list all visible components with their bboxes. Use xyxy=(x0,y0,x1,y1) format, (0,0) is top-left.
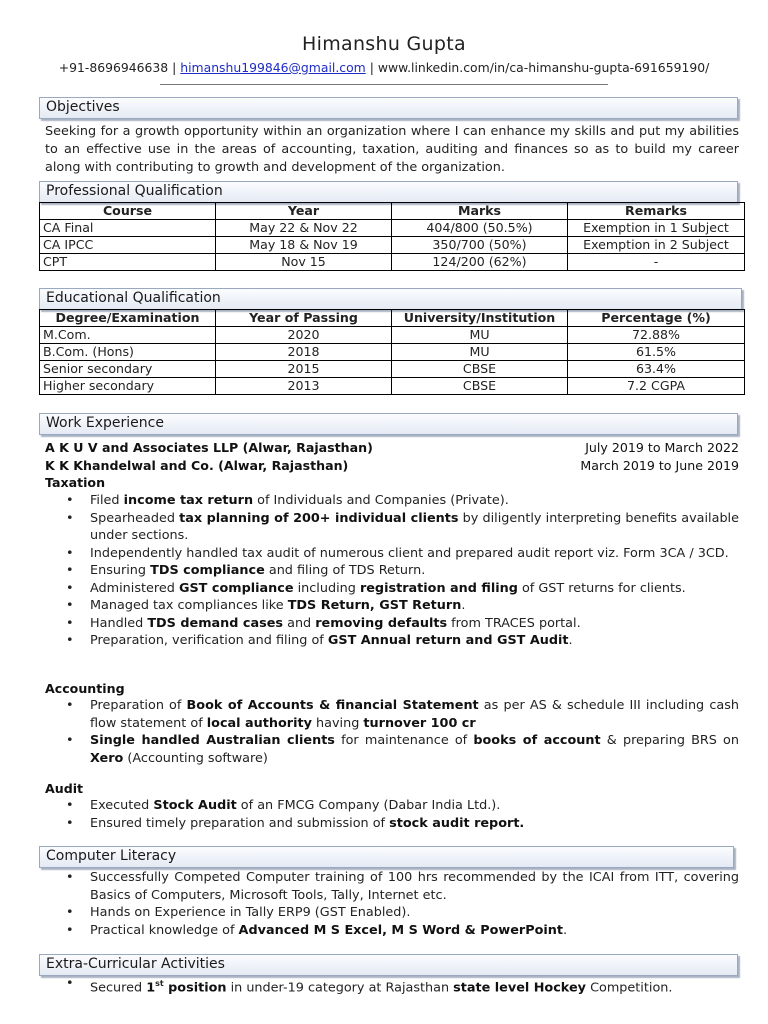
text-run: income tax return xyxy=(123,493,254,508)
section-heading-objectives: Objectives xyxy=(39,97,738,119)
column-header: University/Institution xyxy=(392,310,568,327)
text-run: Xero xyxy=(90,750,124,766)
table-cell: 7.2 CGPA xyxy=(568,378,745,395)
column-header: Degree/Examination xyxy=(40,310,216,327)
list-item xyxy=(45,904,739,922)
table-cell: Higher secondary xyxy=(40,378,216,395)
column-header: Year of Passing xyxy=(216,310,392,327)
table-cell: May 22 & Nov 22 xyxy=(216,220,392,237)
list-item xyxy=(45,492,739,510)
text-run: by diligently interpreting benefits available under sections. xyxy=(90,510,739,543)
table-cell: CA IPCC xyxy=(40,237,216,254)
bullet-icon: • xyxy=(66,615,74,631)
text-run: Managed tax compliances like xyxy=(90,598,288,613)
text-run: . xyxy=(563,922,568,938)
objectives-text: Seeking for a growth opportunity within an organization where I can enhance my skills and put my abilities to an effective use in the areas of accounting, taxation, auditing and finances so as to build my career along with contributing to growth and development of the organization. xyxy=(45,124,739,175)
text-run: of GST returns for clients. xyxy=(517,580,686,596)
text-run: Filed xyxy=(90,493,124,508)
text-run: as per AS & schedule III including cash flow statement of xyxy=(90,698,739,731)
text-run: Administered xyxy=(90,580,179,596)
employment-dates: July 2019 to March 2022 xyxy=(585,440,739,455)
bullet-icon: • xyxy=(66,563,74,578)
text-run: for maintenance of xyxy=(334,733,474,748)
text-run: Competition. xyxy=(586,980,673,996)
text-run: TDS compliance xyxy=(150,563,265,578)
table-cell: Nov 15 xyxy=(216,254,392,271)
column-header: Marks xyxy=(392,203,568,220)
list-item xyxy=(45,869,739,904)
list-item xyxy=(45,615,739,633)
bullet-icon: • xyxy=(66,870,74,885)
section-heading-professional-qualification: Professional Qualification xyxy=(39,181,738,203)
text-run: (Accounting software) xyxy=(123,750,268,766)
phone-number: +91-8696946638 xyxy=(58,60,169,75)
audit-list xyxy=(45,797,739,832)
bullet-icon: • xyxy=(66,633,74,648)
employment-dates: March 2019 to June 2019 xyxy=(580,458,739,473)
text-run: local authority xyxy=(206,715,312,731)
candidate-name: Himanshu Gupta xyxy=(302,33,466,55)
text-run: Book of Accounts & financial Statement xyxy=(186,698,479,713)
list-item xyxy=(45,632,739,650)
table-cell: - xyxy=(568,254,745,271)
text-run: removing defaults xyxy=(315,615,448,631)
table-cell: 72.88% xyxy=(568,327,745,344)
section-heading-computer-literacy: Computer Literacy xyxy=(39,846,734,868)
computer-literacy-list xyxy=(45,869,739,939)
table-row xyxy=(40,220,745,237)
professional-qualification-table xyxy=(39,202,745,271)
text-run: from TRACES portal. xyxy=(447,615,581,631)
text-run: & preparing BRS on xyxy=(600,733,739,748)
table-cell: MU xyxy=(392,344,568,361)
table-cell: 350/700 (50%) xyxy=(392,237,568,254)
text-run: books of account xyxy=(473,733,601,748)
employer-name: K K Khandelwal and Co. (Alwar, Rajasthan) xyxy=(45,458,349,473)
text-run: Secured xyxy=(90,980,147,996)
bullet-icon: • xyxy=(66,815,74,831)
text-run: in under-19 category at Rajasthan xyxy=(226,980,454,996)
text-run: . xyxy=(461,598,466,613)
taxation-list xyxy=(45,492,739,650)
section-heading-work-experience: Work Experience xyxy=(39,413,738,435)
text-run: of an FMCG Company (Dabar India Ltd.). xyxy=(236,798,501,813)
bullet-icon: • xyxy=(66,510,74,526)
list-item xyxy=(45,510,739,545)
column-header: Course xyxy=(40,203,216,220)
linkedin-url[interactable]: www.linkedin.com/in/ca-himanshu-gupta-691659190/ xyxy=(377,60,710,75)
text-run: Stock Audit xyxy=(153,798,237,813)
text-run: . xyxy=(568,633,573,648)
contact-line xyxy=(0,60,768,75)
table-cell: 61.5% xyxy=(568,344,745,361)
text-run: Spearheaded xyxy=(90,510,180,526)
text-run: GST compliance xyxy=(178,580,294,596)
bullet-icon: • xyxy=(66,905,74,920)
subheading-taxation: Taxation xyxy=(45,475,106,490)
table-cell: M.Com. xyxy=(40,327,216,344)
list-item xyxy=(45,580,739,598)
table-cell: 2020 xyxy=(216,327,392,344)
table-row xyxy=(40,378,745,395)
table-cell: Exemption in 1 Subject xyxy=(568,220,745,237)
bullet-icon: • xyxy=(66,976,74,991)
text-run: 1 xyxy=(146,980,156,996)
educational-qualification-table xyxy=(39,309,745,395)
text-run: state level Hockey xyxy=(453,980,586,996)
text-run: Practical knowledge of xyxy=(90,922,239,938)
table-header xyxy=(40,203,745,220)
text-run: Independently handled tax audit of numerous client and prepared audit report viz. Form 3CA / 3CD. xyxy=(90,545,729,561)
text-run: and xyxy=(283,615,316,631)
table-row xyxy=(40,327,745,344)
bullet-icon: • xyxy=(66,545,74,561)
list-item xyxy=(45,597,739,615)
text-run: Preparation of xyxy=(90,698,187,713)
column-header: Remarks xyxy=(568,203,745,220)
table-row xyxy=(40,254,745,271)
table-header xyxy=(40,310,745,327)
text-run: Single handled Australian clients xyxy=(90,733,335,748)
table-cell: 63.4% xyxy=(568,361,745,378)
list-item xyxy=(45,562,739,580)
table-cell: 2013 xyxy=(216,378,392,395)
table-cell: Senior secondary xyxy=(40,361,216,378)
job-entry xyxy=(45,439,739,457)
bullet-icon: • xyxy=(66,798,74,813)
text-run: of Individuals and Companies (Private). xyxy=(253,493,509,508)
table-cell: 124/200 (62%) xyxy=(392,254,568,271)
table-cell: MU xyxy=(392,327,568,344)
bullet-icon: • xyxy=(66,922,74,938)
list-item xyxy=(45,797,739,815)
subheading-accounting: Accounting xyxy=(45,681,125,696)
text-run: tax planning of 200+ individual clients xyxy=(179,510,459,526)
text-run: position xyxy=(163,980,227,996)
text-run: TDS demand cases xyxy=(147,615,284,631)
header-divider xyxy=(160,84,608,85)
text-run: Hands on Experience in Tally ERP9 (GST Enabled). xyxy=(90,905,411,920)
table-cell: CBSE xyxy=(392,361,568,378)
table-cell: Exemption in 2 Subject xyxy=(568,237,745,254)
text-run: turnover 100 cr xyxy=(363,715,476,731)
table-row xyxy=(40,237,745,254)
table-cell: CA Final xyxy=(40,220,216,237)
list-item xyxy=(45,545,739,563)
text-run: Handled xyxy=(90,615,148,631)
list-item xyxy=(45,922,739,940)
section-heading-educational-qualification: Educational Qualification xyxy=(39,288,742,310)
table-cell: CPT xyxy=(40,254,216,271)
text-run: Ensuring xyxy=(90,563,151,578)
table-cell: 404/800 (50.5%) xyxy=(392,220,568,237)
table-cell: 2018 xyxy=(216,344,392,361)
separator: | xyxy=(172,60,177,75)
bullet-icon: • xyxy=(66,598,74,613)
text-run: TDS Return, GST Return xyxy=(287,598,462,613)
text-run: Advanced M S Excel, M S Word & PowerPoint xyxy=(238,922,564,938)
table-cell: May 18 & Nov 19 xyxy=(216,237,392,254)
section-heading-extra-curricular: Extra-Curricular Activities xyxy=(39,954,738,976)
list-item xyxy=(45,697,739,732)
text-run: GST Annual return and GST Audit xyxy=(327,633,569,648)
text-run: registration and filing xyxy=(359,580,518,596)
text-run: st xyxy=(155,979,164,988)
list-item xyxy=(45,975,739,997)
bullet-icon: • xyxy=(66,493,74,508)
column-header: Percentage (%) xyxy=(568,310,745,327)
text-run: Executed xyxy=(90,798,154,813)
job-entry xyxy=(45,457,739,475)
text-run: including xyxy=(293,580,360,596)
employer-name: A K U V and Associates LLP (Alwar, Rajasthan) xyxy=(45,440,373,455)
text-run: having xyxy=(311,715,364,731)
table-cell: 2015 xyxy=(216,361,392,378)
email-link[interactable]: himanshu199846@gmail.com xyxy=(180,60,366,75)
text-run: and filing of TDS Return. xyxy=(264,563,426,578)
text-run: Ensured timely preparation and submission of xyxy=(90,815,390,831)
table-row xyxy=(40,361,745,378)
text-run: stock audit report. xyxy=(389,815,525,831)
subheading-audit: Audit xyxy=(45,781,84,796)
text-run: Preparation, verification and filing of xyxy=(90,633,328,648)
separator: | xyxy=(369,60,374,75)
bullet-icon: • xyxy=(66,580,74,596)
list-item xyxy=(45,815,739,833)
extra-curricular-list xyxy=(45,975,739,997)
column-header: Year xyxy=(216,203,392,220)
text-run: Successfully Competed Computer training of 100 hrs recommended by the ICAI from ITT, covering Basics of Computers, Microsoft Tools, Tally, Internet etc. xyxy=(90,870,739,903)
bullet-icon: • xyxy=(66,698,74,713)
table-cell: B.Com. (Hons) xyxy=(40,344,216,361)
accounting-list xyxy=(45,697,739,767)
table-row xyxy=(40,344,745,361)
table-cell: CBSE xyxy=(392,378,568,395)
bullet-icon: • xyxy=(66,733,74,748)
list-item xyxy=(45,732,739,767)
